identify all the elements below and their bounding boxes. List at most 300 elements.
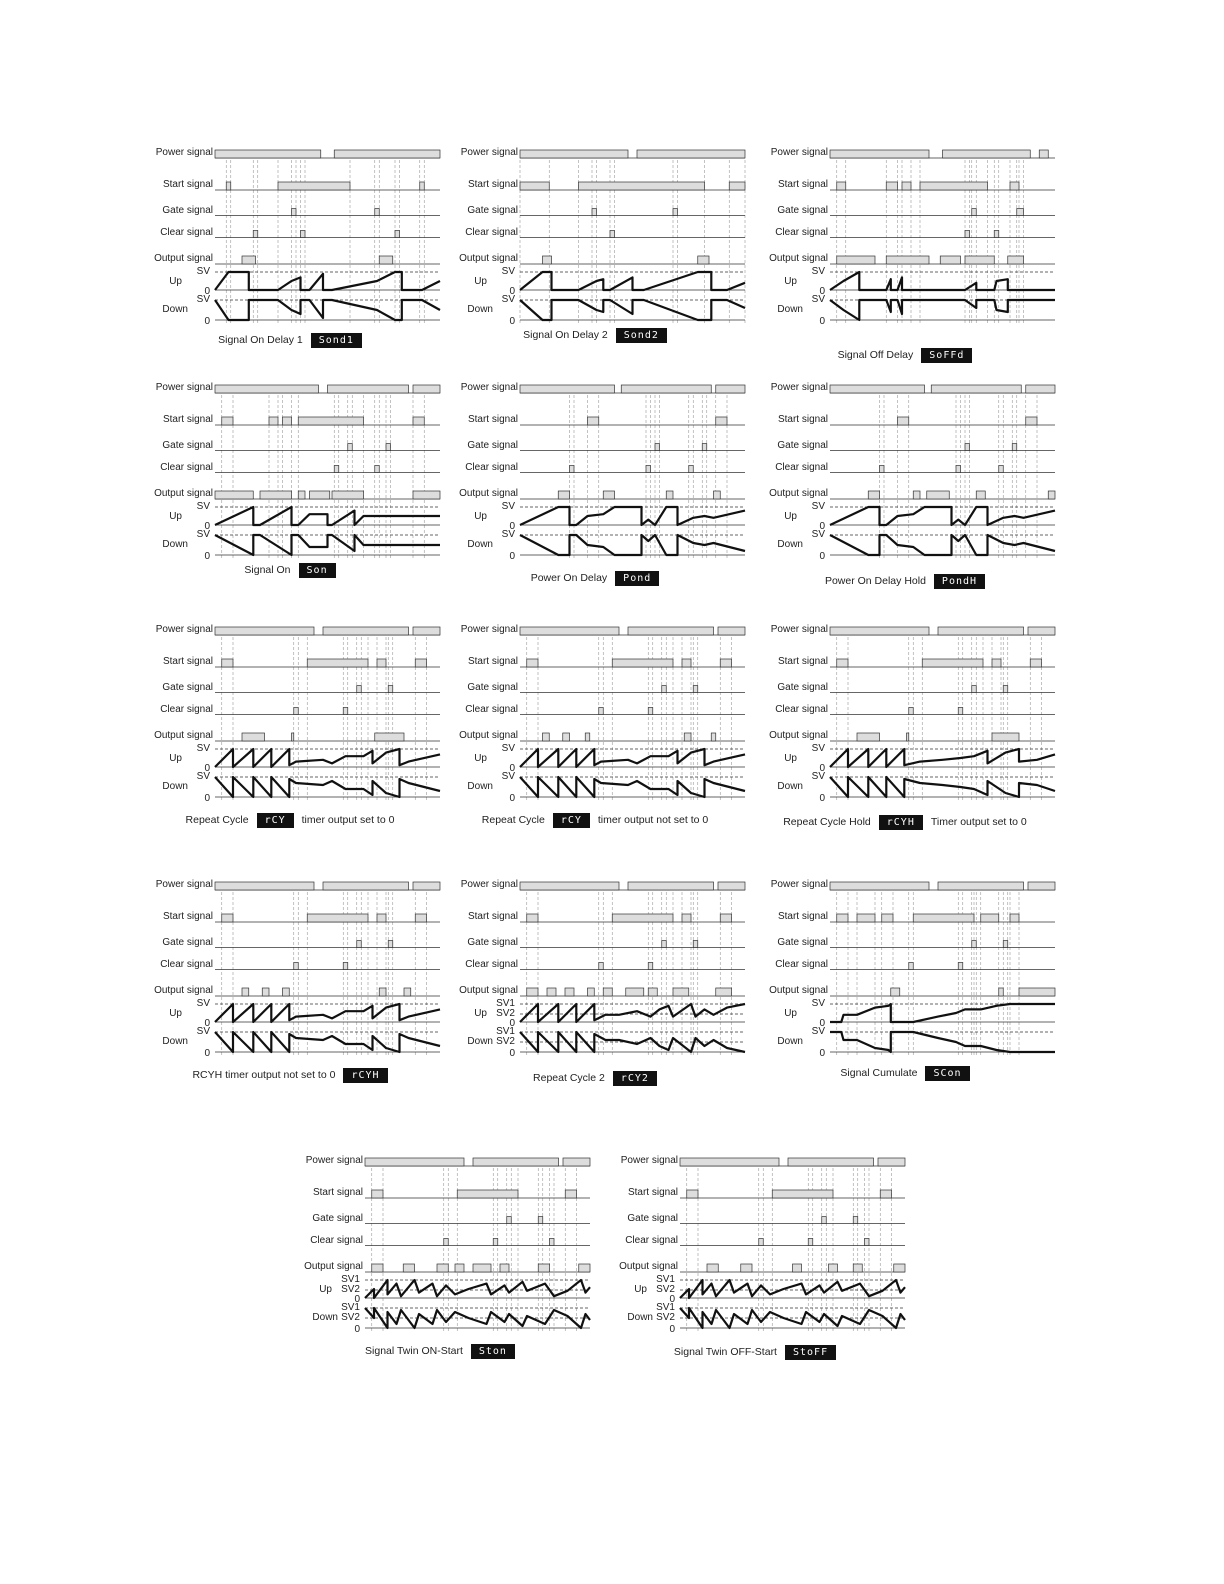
out-signal-label: Output signal [769,253,828,264]
sv-label-up: SV [501,501,515,512]
power-signal-label: Power signal [155,147,213,158]
mode-title: Signal On Delay 2 [523,329,608,341]
mode-title: Signal On [244,564,291,576]
mode-title: Signal Twin OFF-Start [673,1346,777,1358]
timing-panel-sond2 [445,140,745,380]
clear-pulse [958,963,963,970]
out-pulse [603,491,614,499]
gate-pulse [375,209,380,216]
start-pulse [579,182,705,190]
power-pulse [563,1158,590,1166]
up-label: Up [784,511,797,522]
zero-label-up: 0 [509,521,515,532]
down-count-waveform [830,300,1055,320]
mode-title: Repeat Cycle [481,814,545,826]
start-pulse [898,417,909,425]
out-pulse [886,256,929,264]
power-pulse [473,1158,559,1166]
sv-label-down: SV [811,529,825,540]
gate-signal-label: Gate signal [162,682,213,693]
zero-label-up: 0 [509,1018,515,1029]
power-signal-label: Power signal [620,1155,678,1166]
sv-label-down: SV [811,771,825,782]
start-pulse [857,914,875,922]
out-pulse [500,1264,509,1272]
power-pulse [628,882,714,890]
mode-code-display: Sond2 [616,328,667,343]
clear-pulse [808,1239,813,1246]
gate-signal-label: Gate signal [777,937,828,948]
out-pulse [992,733,1019,741]
out-pulse [714,491,721,499]
start-pulse [682,659,691,667]
start-pulse [413,417,424,425]
sv1-label-down: SV1 [656,1302,675,1313]
start-pulse [283,417,292,425]
clear-pulse [294,708,299,715]
mode-code-display: PondH [934,574,985,589]
mode-code-display: rCY [257,813,294,828]
start-pulse [1030,659,1041,667]
start-pulse [886,182,897,190]
out-pulse [579,1264,590,1272]
power-signal-label: Power signal [305,1155,363,1166]
sv-label-up: SV [196,266,210,277]
up-label: Up [169,511,182,522]
mode-caption [140,560,440,580]
down-label: Down [467,304,493,315]
mode-code-display: StoFF [785,1345,836,1360]
gate-signal-label: Gate signal [467,937,518,948]
power-pulse [328,385,409,393]
timing-panel-scon [755,872,1055,1112]
mode-caption [445,325,745,345]
start-signal-label: Start signal [777,414,828,425]
zero-label-up: 0 [819,1018,825,1029]
zero-label-up: 0 [354,1294,360,1305]
out-signal-label: Output signal [154,488,213,499]
down-label: Down [162,1036,188,1047]
power-pulse [520,385,615,393]
out-signal-label: Output signal [459,488,518,499]
power-pulse [716,385,745,393]
out-pulse [603,988,612,996]
start-pulse [457,1190,518,1198]
power-pulse [334,150,440,158]
mode-caption [445,810,745,830]
down-count-waveform [215,300,440,320]
gate-pulse [507,1217,512,1224]
out-pulse [716,988,732,996]
power-pulse [637,150,745,158]
down-count-waveform [520,1032,745,1052]
sv-label-down: SV [501,771,515,782]
out-pulse [940,256,960,264]
power-pulse [215,882,314,890]
power-pulse [628,627,714,635]
start-pulse [772,1190,833,1198]
zero-label-up: 0 [204,286,210,297]
start-pulse [278,182,350,190]
clear-signal-label: Clear signal [775,227,828,238]
gate-pulse [357,941,362,948]
mode-code-display: rCYH [879,815,923,830]
out-signal-label: Output signal [769,985,828,996]
power-pulse [1026,385,1055,393]
mode-caption [755,571,1055,591]
sv-label-up: SV [811,743,825,754]
down-label: Down [467,539,493,550]
power-signal-label: Power signal [770,147,828,158]
clear-pulse [648,708,653,715]
out-pulse [379,988,386,996]
clear-signal-label: Clear signal [310,1235,363,1246]
out-pulse [413,491,440,499]
out-pulse [837,256,875,264]
clear-pulse [646,466,651,473]
start-pulse [716,417,727,425]
clear-pulse [865,1239,870,1246]
sv-label-down: SV [196,1026,210,1037]
out-pulse [707,1264,718,1272]
mode-caption [755,812,1055,832]
out-signal-label: Output signal [769,730,828,741]
power-pulse [215,627,314,635]
mode-note: Timer output set to 0 [930,816,1027,828]
clear-pulse [689,466,694,473]
power-signal-label: Power signal [460,879,518,890]
power-pulse [413,385,440,393]
start-pulse [222,914,233,922]
zero-label-down: 0 [509,551,515,562]
sv-label-up: SV [811,501,825,512]
clear-signal-label: Clear signal [775,959,828,970]
start-signal-label: Start signal [467,911,518,922]
clear-pulse [610,231,615,238]
zero-label-down: 0 [204,1048,210,1059]
start-pulse [377,659,386,667]
start-pulse [992,659,1001,667]
up-label: Up [169,1008,182,1019]
timing-svg [140,872,440,1071]
gate-signal-label: Gate signal [467,440,518,451]
sv-label-up: SV [196,998,210,1009]
timing-panel-ston [290,1148,590,1388]
start-signal-label: Start signal [162,911,213,922]
clear-pulse [648,963,653,970]
down-label: Down [467,1036,493,1047]
mode-caption [755,1063,1055,1083]
timing-svg [140,140,440,336]
power-pulse [323,627,409,635]
sv1-label-up: SV1 [656,1274,675,1285]
out-pulse [793,1264,802,1272]
start-signal-label: Start signal [162,179,213,190]
sv-label-up: SV [196,501,210,512]
timing-svg [755,375,1055,577]
zero-label-up: 0 [669,1294,675,1305]
gate-signal-label: Gate signal [777,205,828,216]
gate-pulse [693,686,698,693]
sv2-label-up: SV2 [496,1008,515,1019]
timing-svg [445,872,745,1074]
mode-caption [445,1068,745,1088]
gate-signal-label: Gate signal [312,1213,363,1224]
clear-pulse [570,466,575,473]
start-pulse [837,914,848,922]
start-pulse [922,659,983,667]
clear-signal-label: Clear signal [465,959,518,970]
start-pulse [612,914,673,922]
start-pulse [415,659,426,667]
out-pulse [588,988,595,996]
clear-pulse [909,963,914,970]
out-pulse [379,256,393,264]
timing-panel-stoff [605,1148,905,1388]
gate-pulse [693,941,698,948]
power-pulse [520,150,628,158]
start-signal-label: Start signal [777,911,828,922]
out-pulse [292,733,294,741]
down-count-waveform [520,535,745,555]
up-count-waveform [830,1004,1055,1022]
out-pulse [455,1264,464,1272]
start-pulse [687,1190,698,1198]
power-pulse [680,1158,779,1166]
start-pulse [1010,914,1019,922]
power-pulse [938,882,1024,890]
out-signal-label: Output signal [154,985,213,996]
power-signal-label: Power signal [770,382,828,393]
zero-label-up: 0 [204,763,210,774]
zero-label-up: 0 [509,763,515,774]
down-label: Down [162,539,188,550]
power-pulse [788,1158,874,1166]
zero-label-down: 0 [819,793,825,804]
down-count-waveform [830,777,1055,797]
out-pulse [894,1264,905,1272]
down-label: Down [777,539,803,550]
mode-title: Repeat Cycle 2 [533,1072,605,1084]
zero-label-down: 0 [669,1324,675,1335]
up-count-waveform [215,1004,440,1022]
mode-code-display: SoFFd [921,348,972,363]
mode-title: RCYH timer output not set to 0 [192,1069,336,1081]
out-pulse [927,491,950,499]
down-count-waveform [215,535,440,555]
down-label: Down [777,781,803,792]
out-pulse [666,491,673,499]
out-pulse [375,733,404,741]
up-label: Up [474,753,487,764]
zero-label-up: 0 [819,286,825,297]
timing-panel-rcyh-b [140,872,440,1112]
down-count-waveform [830,1032,1055,1052]
clear-pulse [343,963,348,970]
gate-pulse [386,444,391,451]
down-label: Down [467,781,493,792]
out-pulse [298,491,305,499]
mode-title: Power On Delay [530,572,608,584]
start-pulse [880,1190,891,1198]
timing-svg [755,872,1055,1069]
clear-pulse [550,1239,555,1246]
timing-svg [290,1148,590,1347]
down-label: Down [627,1312,653,1323]
up-count-waveform [680,1280,905,1298]
power-signal-label: Power signal [770,624,828,635]
mode-code-display: SCon [925,1066,969,1081]
gate-signal-label: Gate signal [162,937,213,948]
out-pulse [538,1264,549,1272]
up-count-waveform [365,1280,590,1298]
start-signal-label: Start signal [467,656,518,667]
gate-pulse [662,686,667,693]
down-count-waveform [520,300,745,320]
out-pulse [913,491,920,499]
out-pulse [673,988,689,996]
up-count-waveform [520,749,745,767]
up-label: Up [474,511,487,522]
sv2-label-down: SV2 [656,1312,675,1323]
start-pulse [527,914,538,922]
zero-label-down: 0 [509,793,515,804]
up-label: Up [169,276,182,287]
out-pulse [543,733,550,741]
clear-pulse [301,231,306,238]
sv-label-up: SV [196,743,210,754]
clear-pulse [956,466,961,473]
down-label: Down [777,304,803,315]
mode-title: Repeat Cycle Hold [783,816,871,828]
power-signal-label: Power signal [155,382,213,393]
timing-panel-rcy [140,617,440,857]
gate-pulse [538,1217,543,1224]
up-count-waveform [215,507,440,525]
start-pulse [920,182,988,190]
timing-svg [445,140,745,331]
power-pulse [621,385,711,393]
up-label: Up [784,276,797,287]
out-pulse [565,988,574,996]
gate-pulse [292,209,297,216]
up-label: Up [784,1008,797,1019]
up-label: Up [634,1284,647,1295]
timing-svg [605,1148,905,1348]
down-label: Down [162,304,188,315]
out-pulse [310,491,330,499]
power-pulse [365,1158,464,1166]
power-signal-label: Power signal [460,147,518,158]
out-pulse [907,733,909,741]
down-count-waveform [215,777,440,797]
gate-pulse [592,209,597,216]
sv1-label-down: SV1 [496,1026,515,1037]
out-pulse [242,733,265,741]
start-pulse [837,182,846,190]
power-pulse [830,627,929,635]
out-pulse [558,491,569,499]
gate-signal-label: Gate signal [162,205,213,216]
power-pulse [718,627,745,635]
start-pulse [269,417,278,425]
clear-pulse [880,466,885,473]
clear-pulse [999,466,1004,473]
timing-panel-pondh [755,375,1055,615]
up-label: Up [474,276,487,287]
up-count-waveform [830,749,1055,767]
zero-label-up: 0 [204,1018,210,1029]
zero-label-down: 0 [509,316,515,327]
mode-caption [140,330,440,350]
down-count-waveform [830,535,1055,555]
zero-label-down: 0 [819,1048,825,1059]
timing-svg [445,375,745,574]
mode-code-display: Pond [615,571,659,586]
up-count-waveform [215,272,440,290]
out-pulse [242,256,256,264]
clear-pulse [294,963,299,970]
down-count-waveform [215,1032,440,1052]
power-signal-label: Power signal [155,624,213,635]
zero-label-up: 0 [509,286,515,297]
gate-pulse [662,941,667,948]
power-pulse [323,882,409,890]
zero-label-down: 0 [204,793,210,804]
gate-signal-label: Gate signal [777,682,828,693]
power-pulse [413,882,440,890]
mode-title: Signal On Delay 1 [218,334,303,346]
gate-pulse [822,1217,827,1224]
clear-signal-label: Clear signal [160,462,213,473]
power-pulse [1028,882,1055,890]
clear-pulse [253,231,258,238]
start-signal-label: Start signal [467,414,518,425]
out-pulse [891,988,900,996]
mode-code-display: rCYH [343,1068,387,1083]
mode-code-display: Ston [471,1344,515,1359]
start-pulse [527,659,538,667]
sv2-label-up: SV2 [656,1284,675,1295]
mode-note: timer output not set to 0 [597,814,709,826]
timing-svg [755,617,1055,818]
out-signal-label: Output signal [459,985,518,996]
power-signal-label: Power signal [155,879,213,890]
mode-code-display: rCY2 [613,1071,657,1086]
out-pulse [626,988,644,996]
out-pulse [999,988,1004,996]
zero-label-down: 0 [204,551,210,562]
clear-signal-label: Clear signal [465,227,518,238]
zero-label-down: 0 [204,316,210,327]
out-pulse [543,256,552,264]
start-pulse [520,182,549,190]
out-pulse [1048,491,1055,499]
clear-pulse [965,231,970,238]
start-pulse [565,1190,576,1198]
up-count-waveform [215,749,440,767]
out-pulse [741,1264,752,1272]
clear-pulse [958,708,963,715]
out-pulse [242,988,249,996]
timing-panel-soffd [755,140,1055,380]
out-pulse [372,1264,383,1272]
start-signal-label: Start signal [467,179,518,190]
sv1-label-down: SV1 [341,1302,360,1313]
up-count-waveform [830,507,1055,525]
mode-caption [755,345,1055,365]
out-pulse [857,733,880,741]
